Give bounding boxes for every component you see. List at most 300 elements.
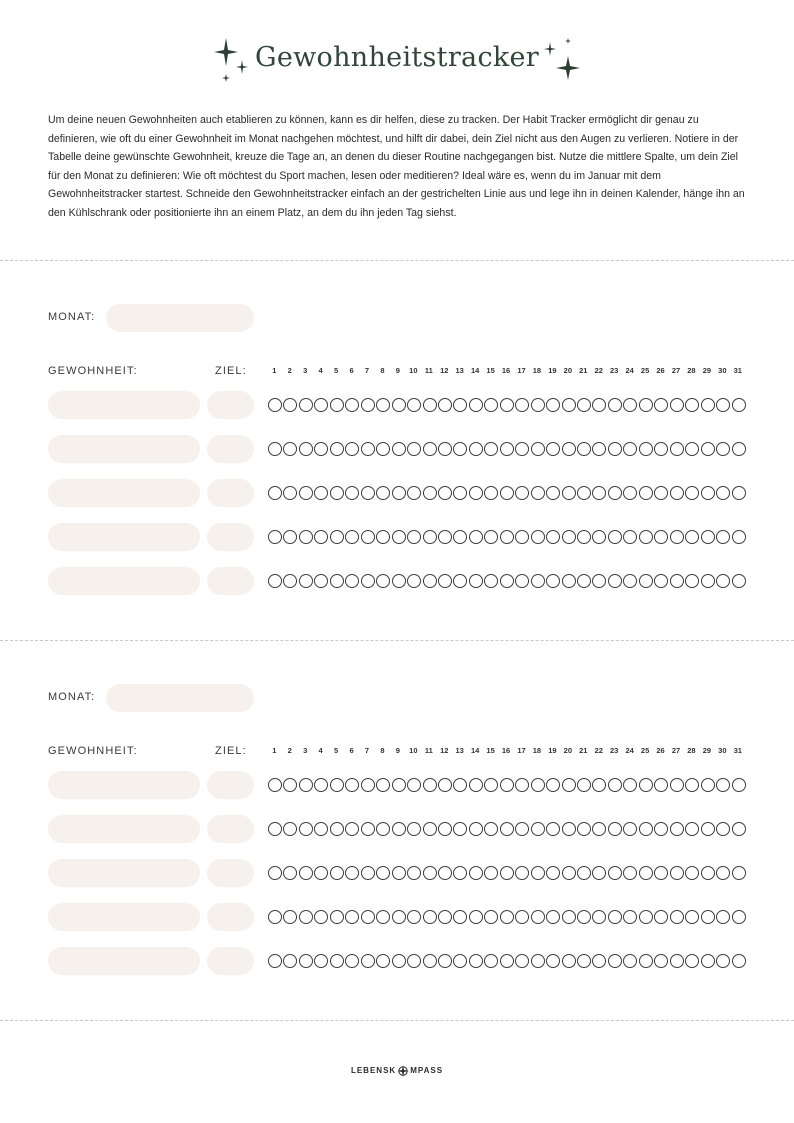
day-checkbox[interactable] bbox=[500, 442, 514, 456]
day-checkbox[interactable] bbox=[670, 954, 684, 968]
day-checkbox[interactable] bbox=[376, 530, 390, 544]
day-checkbox[interactable] bbox=[268, 574, 282, 588]
day-checkbox[interactable] bbox=[469, 398, 483, 412]
day-checkbox[interactable] bbox=[716, 910, 730, 924]
day-checkbox[interactable] bbox=[716, 442, 730, 456]
day-checkbox[interactable] bbox=[314, 398, 328, 412]
day-checkbox[interactable] bbox=[515, 530, 529, 544]
day-checkbox[interactable] bbox=[531, 866, 545, 880]
day-checkbox[interactable] bbox=[654, 910, 668, 924]
day-checkbox[interactable] bbox=[392, 530, 406, 544]
day-checkbox[interactable] bbox=[546, 574, 560, 588]
day-checkbox[interactable] bbox=[592, 398, 606, 412]
day-checkbox[interactable] bbox=[562, 910, 576, 924]
day-checkbox[interactable] bbox=[330, 778, 344, 792]
day-checkbox[interactable] bbox=[469, 822, 483, 836]
day-checkbox[interactable] bbox=[685, 530, 699, 544]
day-checkbox[interactable] bbox=[330, 822, 344, 836]
day-checkbox[interactable] bbox=[361, 398, 375, 412]
day-checkbox[interactable] bbox=[639, 822, 653, 836]
day-checkbox[interactable] bbox=[592, 866, 606, 880]
day-checkbox[interactable] bbox=[500, 486, 514, 500]
day-checkbox[interactable] bbox=[685, 866, 699, 880]
day-checkbox[interactable] bbox=[314, 486, 328, 500]
habit-field[interactable] bbox=[48, 859, 200, 887]
day-checkbox[interactable] bbox=[299, 822, 313, 836]
day-checkbox[interactable] bbox=[701, 574, 715, 588]
day-checkbox[interactable] bbox=[654, 822, 668, 836]
day-checkbox[interactable] bbox=[469, 574, 483, 588]
day-checkbox[interactable] bbox=[268, 866, 282, 880]
day-checkbox[interactable] bbox=[299, 486, 313, 500]
day-checkbox[interactable] bbox=[716, 778, 730, 792]
day-checkbox[interactable] bbox=[407, 822, 421, 836]
day-checkbox[interactable] bbox=[716, 574, 730, 588]
day-checkbox[interactable] bbox=[361, 574, 375, 588]
day-checkbox[interactable] bbox=[546, 442, 560, 456]
day-checkbox[interactable] bbox=[283, 530, 297, 544]
day-checkbox[interactable] bbox=[438, 910, 452, 924]
habit-field[interactable] bbox=[48, 567, 200, 595]
day-checkbox[interactable] bbox=[484, 910, 498, 924]
day-checkbox[interactable] bbox=[562, 954, 576, 968]
day-checkbox[interactable] bbox=[608, 574, 622, 588]
day-checkbox[interactable] bbox=[685, 822, 699, 836]
day-checkbox[interactable] bbox=[608, 442, 622, 456]
day-checkbox[interactable] bbox=[685, 442, 699, 456]
day-checkbox[interactable] bbox=[314, 822, 328, 836]
day-checkbox[interactable] bbox=[670, 822, 684, 836]
day-checkbox[interactable] bbox=[701, 910, 715, 924]
day-checkbox[interactable] bbox=[701, 486, 715, 500]
day-checkbox[interactable] bbox=[484, 398, 498, 412]
day-checkbox[interactable] bbox=[670, 530, 684, 544]
day-checkbox[interactable] bbox=[392, 442, 406, 456]
day-checkbox[interactable] bbox=[330, 442, 344, 456]
day-checkbox[interactable] bbox=[469, 530, 483, 544]
day-checkbox[interactable] bbox=[685, 486, 699, 500]
day-checkbox[interactable] bbox=[546, 530, 560, 544]
day-checkbox[interactable] bbox=[299, 910, 313, 924]
day-checkbox[interactable] bbox=[716, 954, 730, 968]
day-checkbox[interactable] bbox=[562, 574, 576, 588]
day-checkbox[interactable] bbox=[654, 486, 668, 500]
day-checkbox[interactable] bbox=[562, 822, 576, 836]
day-checkbox[interactable] bbox=[407, 778, 421, 792]
day-checkbox[interactable] bbox=[484, 530, 498, 544]
goal-field[interactable] bbox=[207, 771, 254, 799]
day-checkbox[interactable] bbox=[608, 910, 622, 924]
day-checkbox[interactable] bbox=[438, 442, 452, 456]
day-checkbox[interactable] bbox=[654, 954, 668, 968]
day-checkbox[interactable] bbox=[531, 574, 545, 588]
day-checkbox[interactable] bbox=[268, 778, 282, 792]
habit-field[interactable] bbox=[48, 903, 200, 931]
day-checkbox[interactable] bbox=[515, 954, 529, 968]
day-checkbox[interactable] bbox=[268, 910, 282, 924]
day-checkbox[interactable] bbox=[623, 866, 637, 880]
day-checkbox[interactable] bbox=[345, 954, 359, 968]
day-checkbox[interactable] bbox=[330, 910, 344, 924]
day-checkbox[interactable] bbox=[407, 954, 421, 968]
day-checkbox[interactable] bbox=[423, 910, 437, 924]
day-checkbox[interactable] bbox=[283, 398, 297, 412]
day-checkbox[interactable] bbox=[423, 778, 437, 792]
day-checkbox[interactable] bbox=[639, 530, 653, 544]
day-checkbox[interactable] bbox=[407, 530, 421, 544]
day-checkbox[interactable] bbox=[685, 778, 699, 792]
day-checkbox[interactable] bbox=[314, 910, 328, 924]
day-checkbox[interactable] bbox=[423, 398, 437, 412]
day-checkbox[interactable] bbox=[453, 866, 467, 880]
goal-field[interactable] bbox=[207, 567, 254, 595]
day-checkbox[interactable] bbox=[639, 486, 653, 500]
day-checkbox[interactable] bbox=[407, 442, 421, 456]
day-checkbox[interactable] bbox=[500, 574, 514, 588]
day-checkbox[interactable] bbox=[654, 530, 668, 544]
day-checkbox[interactable] bbox=[531, 442, 545, 456]
day-checkbox[interactable] bbox=[438, 530, 452, 544]
day-checkbox[interactable] bbox=[484, 486, 498, 500]
day-checkbox[interactable] bbox=[654, 574, 668, 588]
day-checkbox[interactable] bbox=[546, 910, 560, 924]
day-checkbox[interactable] bbox=[670, 574, 684, 588]
day-checkbox[interactable] bbox=[423, 866, 437, 880]
habit-field[interactable] bbox=[48, 435, 200, 463]
day-checkbox[interactable] bbox=[639, 574, 653, 588]
day-checkbox[interactable] bbox=[423, 486, 437, 500]
month-field[interactable] bbox=[106, 684, 254, 712]
day-checkbox[interactable] bbox=[283, 778, 297, 792]
day-checkbox[interactable] bbox=[732, 954, 746, 968]
day-checkbox[interactable] bbox=[376, 778, 390, 792]
day-checkbox[interactable] bbox=[283, 486, 297, 500]
day-checkbox[interactable] bbox=[438, 866, 452, 880]
day-checkbox[interactable] bbox=[577, 866, 591, 880]
day-checkbox[interactable] bbox=[623, 398, 637, 412]
day-checkbox[interactable] bbox=[268, 486, 282, 500]
day-checkbox[interactable] bbox=[376, 442, 390, 456]
day-checkbox[interactable] bbox=[314, 954, 328, 968]
day-checkbox[interactable] bbox=[515, 486, 529, 500]
day-checkbox[interactable] bbox=[515, 574, 529, 588]
day-checkbox[interactable] bbox=[716, 866, 730, 880]
day-checkbox[interactable] bbox=[345, 530, 359, 544]
day-checkbox[interactable] bbox=[376, 486, 390, 500]
goal-field[interactable] bbox=[207, 815, 254, 843]
day-checkbox[interactable] bbox=[469, 486, 483, 500]
day-checkbox[interactable] bbox=[592, 822, 606, 836]
day-checkbox[interactable] bbox=[484, 778, 498, 792]
day-checkbox[interactable] bbox=[314, 574, 328, 588]
day-checkbox[interactable] bbox=[361, 530, 375, 544]
day-checkbox[interactable] bbox=[531, 398, 545, 412]
day-checkbox[interactable] bbox=[531, 910, 545, 924]
day-checkbox[interactable] bbox=[577, 778, 591, 792]
day-checkbox[interactable] bbox=[299, 866, 313, 880]
day-checkbox[interactable] bbox=[438, 398, 452, 412]
day-checkbox[interactable] bbox=[623, 954, 637, 968]
day-checkbox[interactable] bbox=[453, 530, 467, 544]
day-checkbox[interactable] bbox=[577, 574, 591, 588]
day-checkbox[interactable] bbox=[453, 574, 467, 588]
day-checkbox[interactable] bbox=[268, 530, 282, 544]
day-checkbox[interactable] bbox=[500, 910, 514, 924]
day-checkbox[interactable] bbox=[314, 778, 328, 792]
day-checkbox[interactable] bbox=[701, 866, 715, 880]
day-checkbox[interactable] bbox=[732, 486, 746, 500]
day-checkbox[interactable] bbox=[562, 442, 576, 456]
day-checkbox[interactable] bbox=[639, 778, 653, 792]
day-checkbox[interactable] bbox=[392, 954, 406, 968]
day-checkbox[interactable] bbox=[701, 778, 715, 792]
day-checkbox[interactable] bbox=[330, 398, 344, 412]
day-checkbox[interactable] bbox=[592, 910, 606, 924]
day-checkbox[interactable] bbox=[453, 910, 467, 924]
day-checkbox[interactable] bbox=[639, 910, 653, 924]
day-checkbox[interactable] bbox=[268, 442, 282, 456]
day-checkbox[interactable] bbox=[484, 954, 498, 968]
day-checkbox[interactable] bbox=[608, 486, 622, 500]
day-checkbox[interactable] bbox=[732, 442, 746, 456]
day-checkbox[interactable] bbox=[345, 442, 359, 456]
day-checkbox[interactable] bbox=[484, 866, 498, 880]
day-checkbox[interactable] bbox=[469, 442, 483, 456]
day-checkbox[interactable] bbox=[639, 398, 653, 412]
day-checkbox[interactable] bbox=[361, 442, 375, 456]
day-checkbox[interactable] bbox=[546, 778, 560, 792]
day-checkbox[interactable] bbox=[268, 398, 282, 412]
day-checkbox[interactable] bbox=[438, 574, 452, 588]
day-checkbox[interactable] bbox=[376, 866, 390, 880]
day-checkbox[interactable] bbox=[701, 442, 715, 456]
day-checkbox[interactable] bbox=[283, 866, 297, 880]
day-checkbox[interactable] bbox=[623, 486, 637, 500]
day-checkbox[interactable] bbox=[268, 822, 282, 836]
day-checkbox[interactable] bbox=[361, 954, 375, 968]
day-checkbox[interactable] bbox=[330, 954, 344, 968]
day-checkbox[interactable] bbox=[670, 910, 684, 924]
day-checkbox[interactable] bbox=[500, 822, 514, 836]
day-checkbox[interactable] bbox=[376, 954, 390, 968]
day-checkbox[interactable] bbox=[716, 398, 730, 412]
day-checkbox[interactable] bbox=[376, 822, 390, 836]
day-checkbox[interactable] bbox=[654, 778, 668, 792]
day-checkbox[interactable] bbox=[392, 866, 406, 880]
day-checkbox[interactable] bbox=[330, 486, 344, 500]
day-checkbox[interactable] bbox=[299, 442, 313, 456]
day-checkbox[interactable] bbox=[376, 398, 390, 412]
day-checkbox[interactable] bbox=[361, 822, 375, 836]
day-checkbox[interactable] bbox=[345, 574, 359, 588]
day-checkbox[interactable] bbox=[685, 954, 699, 968]
day-checkbox[interactable] bbox=[623, 574, 637, 588]
day-checkbox[interactable] bbox=[562, 486, 576, 500]
day-checkbox[interactable] bbox=[453, 822, 467, 836]
day-checkbox[interactable] bbox=[345, 486, 359, 500]
day-checkbox[interactable] bbox=[345, 778, 359, 792]
day-checkbox[interactable] bbox=[469, 910, 483, 924]
day-checkbox[interactable] bbox=[670, 398, 684, 412]
day-checkbox[interactable] bbox=[531, 486, 545, 500]
habit-field[interactable] bbox=[48, 815, 200, 843]
day-checkbox[interactable] bbox=[453, 486, 467, 500]
day-checkbox[interactable] bbox=[283, 910, 297, 924]
day-checkbox[interactable] bbox=[670, 866, 684, 880]
day-checkbox[interactable] bbox=[670, 442, 684, 456]
day-checkbox[interactable] bbox=[469, 954, 483, 968]
day-checkbox[interactable] bbox=[438, 778, 452, 792]
day-checkbox[interactable] bbox=[407, 910, 421, 924]
day-checkbox[interactable] bbox=[453, 778, 467, 792]
day-checkbox[interactable] bbox=[623, 910, 637, 924]
day-checkbox[interactable] bbox=[639, 442, 653, 456]
day-checkbox[interactable] bbox=[546, 954, 560, 968]
day-checkbox[interactable] bbox=[283, 442, 297, 456]
day-checkbox[interactable] bbox=[732, 398, 746, 412]
day-checkbox[interactable] bbox=[438, 486, 452, 500]
day-checkbox[interactable] bbox=[361, 486, 375, 500]
day-checkbox[interactable] bbox=[392, 574, 406, 588]
habit-field[interactable] bbox=[48, 523, 200, 551]
day-checkbox[interactable] bbox=[608, 398, 622, 412]
day-checkbox[interactable] bbox=[577, 530, 591, 544]
habit-field[interactable] bbox=[48, 771, 200, 799]
day-checkbox[interactable] bbox=[716, 822, 730, 836]
day-checkbox[interactable] bbox=[484, 574, 498, 588]
day-checkbox[interactable] bbox=[562, 866, 576, 880]
day-checkbox[interactable] bbox=[314, 866, 328, 880]
day-checkbox[interactable] bbox=[500, 866, 514, 880]
day-checkbox[interactable] bbox=[484, 442, 498, 456]
day-checkbox[interactable] bbox=[330, 530, 344, 544]
day-checkbox[interactable] bbox=[392, 822, 406, 836]
day-checkbox[interactable] bbox=[685, 910, 699, 924]
day-checkbox[interactable] bbox=[423, 574, 437, 588]
day-checkbox[interactable] bbox=[623, 822, 637, 836]
day-checkbox[interactable] bbox=[639, 954, 653, 968]
day-checkbox[interactable] bbox=[701, 822, 715, 836]
day-checkbox[interactable] bbox=[732, 866, 746, 880]
day-checkbox[interactable] bbox=[732, 822, 746, 836]
day-checkbox[interactable] bbox=[515, 910, 529, 924]
day-checkbox[interactable] bbox=[531, 954, 545, 968]
day-checkbox[interactable] bbox=[716, 486, 730, 500]
goal-field[interactable] bbox=[207, 947, 254, 975]
day-checkbox[interactable] bbox=[423, 822, 437, 836]
day-checkbox[interactable] bbox=[469, 778, 483, 792]
day-checkbox[interactable] bbox=[639, 866, 653, 880]
day-checkbox[interactable] bbox=[732, 778, 746, 792]
day-checkbox[interactable] bbox=[515, 866, 529, 880]
day-checkbox[interactable] bbox=[330, 574, 344, 588]
day-checkbox[interactable] bbox=[407, 486, 421, 500]
day-checkbox[interactable] bbox=[361, 778, 375, 792]
day-checkbox[interactable] bbox=[345, 822, 359, 836]
day-checkbox[interactable] bbox=[283, 954, 297, 968]
day-checkbox[interactable] bbox=[423, 442, 437, 456]
day-checkbox[interactable] bbox=[515, 398, 529, 412]
day-checkbox[interactable] bbox=[531, 778, 545, 792]
habit-field[interactable] bbox=[48, 947, 200, 975]
day-checkbox[interactable] bbox=[546, 822, 560, 836]
day-checkbox[interactable] bbox=[500, 530, 514, 544]
day-checkbox[interactable] bbox=[299, 574, 313, 588]
day-checkbox[interactable] bbox=[654, 866, 668, 880]
day-checkbox[interactable] bbox=[670, 486, 684, 500]
habit-field[interactable] bbox=[48, 479, 200, 507]
day-checkbox[interactable] bbox=[546, 866, 560, 880]
day-checkbox[interactable] bbox=[299, 398, 313, 412]
day-checkbox[interactable] bbox=[608, 778, 622, 792]
goal-field[interactable] bbox=[207, 523, 254, 551]
day-checkbox[interactable] bbox=[515, 778, 529, 792]
day-checkbox[interactable] bbox=[577, 822, 591, 836]
day-checkbox[interactable] bbox=[361, 866, 375, 880]
day-checkbox[interactable] bbox=[732, 574, 746, 588]
day-checkbox[interactable] bbox=[623, 442, 637, 456]
day-checkbox[interactable] bbox=[592, 530, 606, 544]
day-checkbox[interactable] bbox=[531, 822, 545, 836]
day-checkbox[interactable] bbox=[577, 954, 591, 968]
day-checkbox[interactable] bbox=[685, 574, 699, 588]
day-checkbox[interactable] bbox=[608, 866, 622, 880]
day-checkbox[interactable] bbox=[654, 398, 668, 412]
day-checkbox[interactable] bbox=[330, 866, 344, 880]
day-checkbox[interactable] bbox=[438, 822, 452, 836]
day-checkbox[interactable] bbox=[577, 442, 591, 456]
habit-field[interactable] bbox=[48, 391, 200, 419]
day-checkbox[interactable] bbox=[392, 778, 406, 792]
day-checkbox[interactable] bbox=[623, 778, 637, 792]
day-checkbox[interactable] bbox=[423, 954, 437, 968]
day-checkbox[interactable] bbox=[732, 910, 746, 924]
day-checkbox[interactable] bbox=[515, 442, 529, 456]
day-checkbox[interactable] bbox=[654, 442, 668, 456]
day-checkbox[interactable] bbox=[376, 910, 390, 924]
day-checkbox[interactable] bbox=[453, 954, 467, 968]
day-checkbox[interactable] bbox=[608, 822, 622, 836]
day-checkbox[interactable] bbox=[577, 910, 591, 924]
day-checkbox[interactable] bbox=[392, 910, 406, 924]
day-checkbox[interactable] bbox=[500, 954, 514, 968]
day-checkbox[interactable] bbox=[670, 778, 684, 792]
day-checkbox[interactable] bbox=[592, 778, 606, 792]
day-checkbox[interactable] bbox=[531, 530, 545, 544]
day-checkbox[interactable] bbox=[345, 398, 359, 412]
day-checkbox[interactable] bbox=[562, 398, 576, 412]
day-checkbox[interactable] bbox=[546, 398, 560, 412]
day-checkbox[interactable] bbox=[299, 778, 313, 792]
day-checkbox[interactable] bbox=[608, 530, 622, 544]
day-checkbox[interactable] bbox=[716, 530, 730, 544]
day-checkbox[interactable] bbox=[562, 530, 576, 544]
day-checkbox[interactable] bbox=[314, 530, 328, 544]
day-checkbox[interactable] bbox=[592, 574, 606, 588]
day-checkbox[interactable] bbox=[500, 398, 514, 412]
day-checkbox[interactable] bbox=[562, 778, 576, 792]
day-checkbox[interactable] bbox=[345, 910, 359, 924]
goal-field[interactable] bbox=[207, 391, 254, 419]
day-checkbox[interactable] bbox=[685, 398, 699, 412]
day-checkbox[interactable] bbox=[376, 574, 390, 588]
day-checkbox[interactable] bbox=[299, 530, 313, 544]
day-checkbox[interactable] bbox=[392, 398, 406, 412]
day-checkbox[interactable] bbox=[701, 398, 715, 412]
day-checkbox[interactable] bbox=[345, 866, 359, 880]
day-checkbox[interactable] bbox=[577, 486, 591, 500]
goal-field[interactable] bbox=[207, 859, 254, 887]
